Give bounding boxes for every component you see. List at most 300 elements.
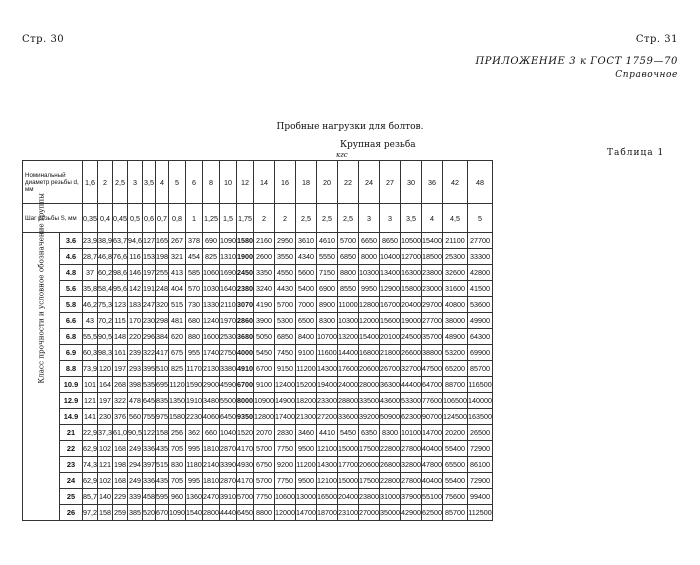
- value-cell: 12100: [317, 441, 338, 457]
- value-cell: 26500: [467, 425, 492, 441]
- value-cell: 336: [143, 441, 156, 457]
- table-row: [23, 361, 493, 377]
- value-cell: 4430: [275, 281, 296, 297]
- value-cell: 43600: [380, 393, 401, 409]
- value-cell: 1180: [186, 457, 203, 473]
- pitch-cell: 0,7: [156, 204, 169, 233]
- value-cell: 645: [143, 393, 156, 409]
- value-cell: 570: [186, 281, 203, 297]
- value-cell: 22800: [380, 473, 401, 489]
- value-cell: 4590: [220, 377, 237, 393]
- value-cell: 7450: [275, 345, 296, 361]
- value-cell: 38000: [443, 313, 468, 329]
- pitch-cell: 1,25: [203, 204, 220, 233]
- value-cell: 38800: [422, 345, 443, 361]
- value-cell: 140000: [467, 393, 492, 409]
- value-cell: 72900: [467, 473, 492, 489]
- value-cell: 7000: [296, 297, 317, 313]
- table-row: [23, 329, 493, 345]
- value-cell: 16700: [380, 297, 401, 313]
- table-row: [23, 505, 493, 521]
- value-cell: 86100: [467, 457, 492, 473]
- value-cell: 20400: [401, 297, 422, 313]
- value-cell: 3610: [296, 233, 317, 249]
- value-cell: 33300: [467, 249, 492, 265]
- pitch-cell: 2,5: [338, 204, 359, 233]
- pitch-cell: 0,8: [169, 204, 186, 233]
- value-cell: 4000: [237, 345, 254, 361]
- value-cell: 4910: [237, 361, 254, 377]
- value-cell: 21800: [380, 345, 401, 361]
- value-cell: 478: [128, 393, 143, 409]
- value-cell: 90700: [422, 409, 443, 425]
- value-cell: 595: [156, 489, 169, 505]
- value-cell: 122: [143, 425, 156, 441]
- value-cell: 11000: [338, 297, 359, 313]
- value-cell: 12000: [275, 505, 296, 521]
- value-cell: 9100: [296, 345, 317, 361]
- value-cell: 417: [156, 345, 169, 361]
- value-cell: 14900: [275, 393, 296, 409]
- value-cell: 995: [186, 473, 203, 489]
- value-cell: 12700: [401, 249, 422, 265]
- table-row: [23, 265, 493, 281]
- diameter-cell: 20: [317, 161, 338, 204]
- value-cell: 29700: [422, 297, 443, 313]
- value-cell: 1740: [203, 345, 220, 361]
- value-cell: 5550: [317, 249, 338, 265]
- value-cell: 23000: [422, 281, 443, 297]
- value-cell: 53600: [467, 297, 492, 313]
- diameter-cell: 18: [296, 161, 317, 204]
- value-cell: 13200: [338, 329, 359, 345]
- value-cell: 94,6: [128, 233, 143, 249]
- value-cell: 14400: [338, 345, 359, 361]
- value-cell: 435: [156, 441, 169, 457]
- table-title: Пробные нагрузки для болтов.: [276, 122, 424, 132]
- header-row-diameter: [23, 161, 493, 204]
- diameter-cell: 4: [156, 161, 169, 204]
- grade-cell: 4.8: [60, 265, 83, 281]
- value-cell: 695: [156, 377, 169, 393]
- value-cell: 2130: [203, 361, 220, 377]
- value-cell: 31000: [380, 489, 401, 505]
- value-cell: 90,5: [98, 329, 113, 345]
- grade-cell: 5.6: [60, 281, 83, 297]
- value-cell: 336: [143, 473, 156, 489]
- value-cell: 255: [156, 265, 169, 281]
- value-cell: 116500: [467, 377, 492, 393]
- value-cell: 121: [98, 457, 113, 473]
- value-cell: 197: [143, 265, 156, 281]
- diameter-cell: 27: [380, 161, 401, 204]
- value-cell: 7750: [275, 473, 296, 489]
- value-cell: 27800: [401, 473, 422, 489]
- value-cell: 3350: [254, 265, 275, 281]
- value-cell: 140: [98, 489, 113, 505]
- diameter-cell: 5: [169, 161, 186, 204]
- value-cell: 116: [128, 249, 143, 265]
- value-cell: 16300: [401, 265, 422, 281]
- value-cell: 17600: [338, 361, 359, 377]
- value-cell: 7750: [254, 489, 275, 505]
- pitch-cell: 1: [186, 204, 203, 233]
- value-cell: 4930: [237, 457, 254, 473]
- value-cell: 16500: [317, 489, 338, 505]
- value-cell: 3910: [220, 489, 237, 505]
- diameter-cell: 2: [98, 161, 113, 204]
- value-cell: 102: [98, 441, 113, 457]
- value-cell: 197: [98, 393, 113, 409]
- value-cell: 20100: [380, 329, 401, 345]
- value-cell: 6700: [254, 361, 275, 377]
- table-row: [23, 249, 493, 265]
- pitch-cell: 2,5: [317, 204, 338, 233]
- value-cell: 75600: [443, 489, 468, 505]
- value-cell: 15200: [296, 377, 317, 393]
- value-cell: 4610: [317, 233, 338, 249]
- pitch-cell: 1,75: [237, 204, 254, 233]
- pitch-cell: 3: [380, 204, 401, 233]
- value-cell: 4550: [275, 265, 296, 281]
- value-cell: 28,7: [83, 249, 98, 265]
- value-cell: 35000: [380, 505, 401, 521]
- value-cell: 14300: [317, 457, 338, 473]
- value-cell: 6350: [359, 425, 380, 441]
- value-cell: 322: [143, 345, 156, 361]
- table-row: [23, 473, 493, 489]
- value-cell: 2160: [254, 233, 275, 249]
- value-cell: 5450: [338, 425, 359, 441]
- proof-load-table: [22, 160, 493, 521]
- value-cell: 168: [113, 441, 128, 457]
- value-cell: 50900: [380, 409, 401, 425]
- page-number-left: Стр. 30: [22, 34, 65, 45]
- diameter-cell: 6: [186, 161, 203, 204]
- value-cell: 191: [143, 281, 156, 297]
- value-cell: 23100: [338, 505, 359, 521]
- value-cell: 98,6: [113, 265, 128, 281]
- value-cell: 4340: [296, 249, 317, 265]
- value-cell: 27700: [467, 233, 492, 249]
- value-cell: 15000: [338, 473, 359, 489]
- value-cell: 10600: [275, 489, 296, 505]
- value-cell: 239: [128, 345, 143, 361]
- value-cell: 320: [156, 297, 169, 313]
- value-cell: 65200: [443, 361, 468, 377]
- value-cell: 10100: [401, 425, 422, 441]
- value-cell: 5700: [254, 473, 275, 489]
- value-cell: 520: [143, 505, 156, 521]
- table-row: [23, 409, 493, 425]
- value-cell: 41500: [467, 281, 492, 297]
- value-cell: 47500: [422, 361, 443, 377]
- diameter-cell: 3: [128, 161, 143, 204]
- value-cell: 65500: [443, 457, 468, 473]
- value-cell: 362: [186, 425, 203, 441]
- value-cell: 384: [156, 329, 169, 345]
- value-cell: 15800: [401, 281, 422, 297]
- value-cell: 256: [169, 425, 186, 441]
- value-cell: 22,9: [83, 425, 98, 441]
- value-cell: 4190: [254, 297, 275, 313]
- value-cell: 20600: [359, 361, 380, 377]
- value-cell: 63,7: [113, 233, 128, 249]
- value-cell: 95,6: [113, 281, 128, 297]
- value-cell: 40400: [422, 441, 443, 457]
- value-cell: 20400: [338, 489, 359, 505]
- value-cell: 268: [113, 377, 128, 393]
- value-cell: 8400: [296, 329, 317, 345]
- value-cell: 10300: [359, 265, 380, 281]
- value-cell: 14700: [422, 425, 443, 441]
- pitch-cell: 0,45: [113, 204, 128, 233]
- value-cell: 267: [169, 233, 186, 249]
- value-cell: 6650: [359, 233, 380, 249]
- value-cell: 55400: [443, 473, 468, 489]
- value-cell: 1090: [220, 233, 237, 249]
- value-cell: 680: [186, 313, 203, 329]
- value-cell: 153: [143, 249, 156, 265]
- side-label: Класс прочности и условное обозначение группы: [36, 193, 46, 384]
- pitch-cell: 0,5: [128, 204, 143, 233]
- value-cell: 9500: [296, 473, 317, 489]
- value-cell: 2530: [220, 329, 237, 345]
- value-cell: 2450: [237, 265, 254, 281]
- pitch-cell: 3: [359, 204, 380, 233]
- table-row: [23, 425, 493, 441]
- value-cell: 163500: [467, 409, 492, 425]
- value-cell: 39200: [359, 409, 380, 425]
- value-cell: 55400: [443, 441, 468, 457]
- value-cell: 4170: [237, 473, 254, 489]
- value-cell: 19400: [317, 377, 338, 393]
- value-cell: 15400: [359, 329, 380, 345]
- value-cell: 8300: [380, 425, 401, 441]
- value-cell: 4410: [317, 425, 338, 441]
- diameter-cell: 3,5: [143, 161, 156, 204]
- value-cell: 5400: [296, 281, 317, 297]
- value-cell: 4440: [220, 505, 237, 521]
- value-cell: 23800: [422, 265, 443, 281]
- value-cell: 53300: [401, 393, 422, 409]
- value-cell: 6850: [275, 329, 296, 345]
- value-cell: 5600: [296, 265, 317, 281]
- table-subtitle: Крупная резьба: [340, 140, 416, 150]
- value-cell: 13000: [296, 489, 317, 505]
- value-cell: 62300: [401, 409, 422, 425]
- value-cell: 16800: [359, 345, 380, 361]
- value-cell: 12100: [317, 473, 338, 489]
- value-cell: 14700: [296, 505, 317, 521]
- value-cell: 398: [128, 377, 143, 393]
- value-cell: 1910: [186, 393, 203, 409]
- appendix-heading: ПРИЛОЖЕНИЕ 3 к ГОСТ 1759—70: [475, 56, 678, 67]
- value-cell: 395: [143, 361, 156, 377]
- value-cell: 62500: [422, 505, 443, 521]
- value-cell: 101: [83, 377, 98, 393]
- value-cell: 28000: [359, 377, 380, 393]
- value-cell: 75,3: [98, 297, 113, 313]
- value-cell: 481: [169, 313, 186, 329]
- value-cell: 2470: [203, 489, 220, 505]
- value-cell: 535: [143, 377, 156, 393]
- diameter-cell: 36: [422, 161, 443, 204]
- value-cell: 298: [156, 313, 169, 329]
- value-cell: 1580: [237, 233, 254, 249]
- value-cell: 85700: [467, 361, 492, 377]
- value-cell: 24500: [401, 329, 422, 345]
- value-cell: 27000: [359, 505, 380, 521]
- grade-cell: 10.9: [60, 377, 83, 393]
- table-row: [23, 489, 493, 505]
- value-cell: 165: [156, 233, 169, 249]
- value-cell: 2230: [186, 409, 203, 425]
- value-cell: 2140: [203, 457, 220, 473]
- value-cell: 835: [156, 393, 169, 409]
- value-cell: 55,5: [83, 329, 98, 345]
- value-cell: 48900: [443, 329, 468, 345]
- value-cell: 1580: [169, 409, 186, 425]
- value-cell: 26700: [380, 361, 401, 377]
- value-cell: 220: [128, 329, 143, 345]
- table-row: [23, 297, 493, 313]
- value-cell: 339: [128, 489, 143, 505]
- grade-cell: 3.6: [60, 233, 83, 249]
- grade-cell: 26: [60, 505, 83, 521]
- value-cell: 61,0: [113, 425, 128, 441]
- grade-cell: 5.8: [60, 297, 83, 313]
- value-cell: 14300: [317, 361, 338, 377]
- value-cell: 32600: [443, 265, 468, 281]
- value-cell: 10500: [401, 233, 422, 249]
- table-row: [23, 457, 493, 473]
- value-cell: 46,8: [98, 249, 113, 265]
- value-cell: 161: [113, 345, 128, 361]
- value-cell: 8000: [359, 249, 380, 265]
- table-row: [23, 281, 493, 297]
- value-cell: 53200: [443, 345, 468, 361]
- table-row: [23, 441, 493, 457]
- value-cell: 24000: [338, 377, 359, 393]
- value-cell: 2870: [220, 473, 237, 489]
- value-cell: 1970: [220, 313, 237, 329]
- value-cell: 3480: [203, 393, 220, 409]
- value-cell: 7150: [317, 265, 338, 281]
- value-cell: 18200: [296, 393, 317, 409]
- grade-cell: 6.9: [60, 345, 83, 361]
- value-cell: 880: [186, 329, 203, 345]
- value-cell: 3680: [237, 329, 254, 345]
- value-cell: 6500: [296, 313, 317, 329]
- value-cell: 385: [128, 505, 143, 521]
- value-cell: 454: [186, 249, 203, 265]
- value-cell: 5050: [254, 329, 275, 345]
- value-cell: 1240: [203, 313, 220, 329]
- value-cell: 46,2: [83, 297, 98, 313]
- value-cell: 115: [113, 313, 128, 329]
- value-cell: 33500: [359, 393, 380, 409]
- value-cell: 4170: [237, 441, 254, 457]
- diameter-cell: 2,5: [113, 161, 128, 204]
- diameter-cell: 12: [237, 161, 254, 204]
- value-cell: 515: [169, 297, 186, 313]
- value-cell: 413: [169, 265, 186, 281]
- value-cell: 1520: [237, 425, 254, 441]
- value-cell: 825: [203, 249, 220, 265]
- grade-cell: 6.8: [60, 329, 83, 345]
- reference-note: Справочное: [615, 70, 678, 80]
- table-row: [23, 393, 493, 409]
- value-cell: 620: [169, 329, 186, 345]
- value-cell: 995: [186, 441, 203, 457]
- pitch-cell: 1,5: [220, 204, 237, 233]
- value-cell: 27700: [422, 313, 443, 329]
- value-cell: 1690: [220, 265, 237, 281]
- value-cell: 17400: [275, 409, 296, 425]
- value-cell: 198: [113, 457, 128, 473]
- value-cell: 164: [98, 377, 113, 393]
- value-cell: 35700: [422, 329, 443, 345]
- value-cell: 11200: [296, 361, 317, 377]
- table-row: [23, 313, 493, 329]
- diameter-cell: 14: [254, 161, 275, 204]
- value-cell: 198: [156, 249, 169, 265]
- diameter-cell: 48: [467, 161, 492, 204]
- value-cell: 18700: [317, 505, 338, 521]
- value-cell: 12800: [359, 297, 380, 313]
- value-cell: 3550: [275, 249, 296, 265]
- value-cell: 6750: [254, 457, 275, 473]
- pitch-cell: 0,35: [83, 204, 98, 233]
- value-cell: 730: [186, 297, 203, 313]
- value-cell: 90,5: [128, 425, 143, 441]
- value-cell: 38,9: [98, 233, 113, 249]
- pitch-cell: 0,4: [98, 204, 113, 233]
- value-cell: 32800: [401, 457, 422, 473]
- pitch-cell: 3,5: [401, 204, 422, 233]
- value-cell: 4060: [203, 409, 220, 425]
- value-cell: 296: [143, 329, 156, 345]
- value-cell: 435: [156, 473, 169, 489]
- value-cell: 8800: [254, 505, 275, 521]
- value-cell: 2900: [203, 377, 220, 393]
- value-cell: 7750: [275, 441, 296, 457]
- value-cell: 8550: [338, 281, 359, 297]
- value-cell: 960: [169, 489, 186, 505]
- value-cell: 690: [203, 233, 220, 249]
- value-cell: 248: [156, 281, 169, 297]
- value-cell: 23800: [359, 489, 380, 505]
- value-cell: 21300: [296, 409, 317, 425]
- value-cell: 1330: [203, 297, 220, 313]
- value-cell: 3460: [296, 425, 317, 441]
- value-cell: 35,8: [83, 281, 98, 297]
- pitch-cell: 2,5: [296, 204, 317, 233]
- pitch-cell: 4: [422, 204, 443, 233]
- value-cell: 6700: [237, 377, 254, 393]
- value-cell: 5700: [237, 489, 254, 505]
- value-cell: 2750: [220, 345, 237, 361]
- table-row: [23, 233, 493, 249]
- value-cell: 88700: [443, 377, 468, 393]
- value-cell: 3390: [220, 457, 237, 473]
- pitch-cell: 2: [275, 204, 296, 233]
- value-cell: 26800: [380, 457, 401, 473]
- value-cell: 2830: [275, 425, 296, 441]
- value-cell: 15600: [380, 313, 401, 329]
- value-cell: 249: [128, 473, 143, 489]
